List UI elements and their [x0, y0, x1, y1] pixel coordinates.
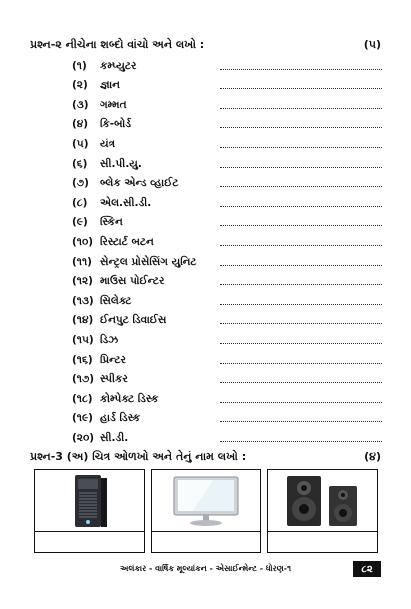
item-number: (૧૨) — [72, 275, 93, 288]
list-item — [72, 190, 382, 210]
word-list — [72, 53, 382, 445]
answer-line[interactable] — [220, 441, 382, 442]
image-box-3 — [267, 469, 378, 553]
question-3-marks: (૪) — [364, 450, 381, 463]
image-row — [34, 469, 378, 553]
question-3-prefix: પ્રશ્ન-3 — [30, 450, 63, 463]
item-term: કિ-બોર્ડ — [100, 118, 131, 131]
item-number: (૭) — [72, 177, 89, 190]
item-number: (૮) — [72, 196, 88, 209]
item-term: સી.પી.યુ. — [100, 157, 142, 170]
item-number: (૩) — [72, 98, 89, 111]
answer-line[interactable] — [220, 245, 382, 246]
item-number: (૧૭) — [72, 373, 95, 386]
answer-line[interactable] — [220, 225, 382, 226]
list-item — [72, 249, 382, 269]
answer-line[interactable] — [220, 108, 382, 109]
item-term: યંત્ર — [100, 137, 116, 150]
question-2-heading — [30, 38, 381, 52]
item-term: ડિઝ — [100, 333, 119, 346]
item-term: કોમ્પેક્ટ ડિસ્ક — [100, 392, 159, 405]
list-item — [72, 269, 382, 289]
list-item — [72, 347, 382, 367]
item-number: (૧૬) — [72, 353, 93, 366]
answer-line[interactable] — [220, 284, 382, 285]
item-number: (૧૫) — [72, 333, 94, 346]
list-item — [72, 131, 382, 151]
list-item — [72, 308, 382, 328]
image-answer-box-2[interactable] — [152, 532, 261, 552]
answer-line[interactable] — [220, 69, 382, 70]
question-3-heading — [30, 450, 381, 464]
answer-line[interactable] — [220, 304, 382, 305]
item-number: (૨૦) — [72, 431, 95, 444]
item-number: (૪) — [72, 118, 89, 131]
answer-line[interactable] — [220, 147, 382, 148]
list-item — [72, 386, 382, 406]
item-term: કમ્પ્યુટર — [100, 59, 137, 72]
answer-line[interactable] — [220, 186, 382, 187]
answer-line[interactable] — [220, 323, 382, 324]
image-answer-box-3[interactable] — [268, 532, 377, 552]
item-number: (૧૮) — [72, 392, 93, 405]
answer-line[interactable] — [220, 167, 382, 168]
list-item — [72, 327, 382, 347]
item-term: બ્લેક એન્ડ વ્હાઈટ — [100, 177, 179, 190]
list-item — [72, 171, 382, 191]
list-item — [72, 151, 382, 171]
item-term: ઈનપુટ ડિવાઈસ — [100, 314, 167, 327]
answer-line[interactable] — [220, 382, 382, 383]
item-term: પ્રિન્ટર — [100, 353, 126, 366]
page-footer — [30, 561, 381, 577]
answer-line[interactable] — [220, 363, 382, 364]
list-item — [72, 367, 382, 387]
item-term: રિસ્ટાર્ટ બટન — [100, 235, 154, 248]
list-item — [72, 425, 382, 445]
list-item — [72, 53, 382, 73]
list-item — [72, 229, 382, 249]
item-number: (૫) — [72, 137, 89, 150]
list-item — [72, 92, 382, 112]
list-item — [72, 112, 382, 132]
item-term: માઉસ પોઈન્ટર — [100, 275, 165, 288]
list-item — [72, 210, 382, 230]
list-item — [72, 73, 382, 93]
item-term: સ્કિન — [100, 216, 123, 229]
answer-line[interactable] — [220, 343, 382, 344]
answer-line[interactable] — [220, 88, 382, 89]
answer-line[interactable] — [220, 127, 382, 128]
item-term: સ્પીકર — [100, 373, 128, 386]
list-item — [72, 406, 382, 426]
answer-line[interactable] — [220, 421, 382, 422]
question-2-marks: (૫) — [363, 38, 381, 51]
image-box-1 — [34, 469, 145, 553]
answer-line[interactable] — [220, 265, 382, 266]
image-box-2 — [151, 469, 262, 553]
item-number: (૧૯) — [72, 412, 93, 425]
monitor-icon — [152, 470, 261, 532]
item-number: (૧૧) — [72, 255, 92, 268]
answer-line[interactable] — [220, 402, 382, 403]
item-term: એલ.સી.ડી. — [100, 196, 152, 209]
answer-line[interactable] — [220, 206, 382, 207]
image-answer-box-1[interactable] — [35, 532, 144, 552]
footer-text: અલંકાર - વાર્ષિક મૂલ્યાંકન - એસાઈન્મેન્ટ - ધોરણ-૧ — [119, 564, 291, 573]
item-number: (૧૦) — [72, 235, 94, 248]
item-number: (૧૪) — [72, 314, 94, 327]
speakers-icon — [268, 470, 377, 532]
item-term: હાર્ડ ડિસ્ક — [100, 412, 141, 425]
item-term: સેન્ટ્રલ પ્રોસેસિંગ યુનિટ — [100, 255, 197, 268]
page-number: ૮૨ — [353, 561, 381, 577]
cpu-tower-icon — [35, 470, 144, 532]
item-number: (૧) — [72, 59, 87, 72]
item-number: (૨) — [72, 79, 88, 92]
item-term: ગમ્મત — [100, 98, 127, 111]
question-3-title: (અ) ચિત્ર ઓળખો અને તેનું નામ લખો : — [66, 450, 247, 463]
list-item — [72, 288, 382, 308]
item-number: (૧૩) — [72, 294, 94, 307]
item-term: સી.ડી. — [100, 431, 129, 444]
question-2-title: નીચેના શબ્દો વાંચો અને લખો : — [65, 38, 205, 51]
question-2-prefix: પ્રશ્ન-૨ — [30, 38, 62, 51]
item-term: જ્ઞાન — [100, 79, 121, 92]
item-term: સિલેક્ટ — [100, 294, 132, 307]
item-number: (૬) — [72, 157, 88, 170]
item-number: (૯) — [72, 216, 88, 229]
